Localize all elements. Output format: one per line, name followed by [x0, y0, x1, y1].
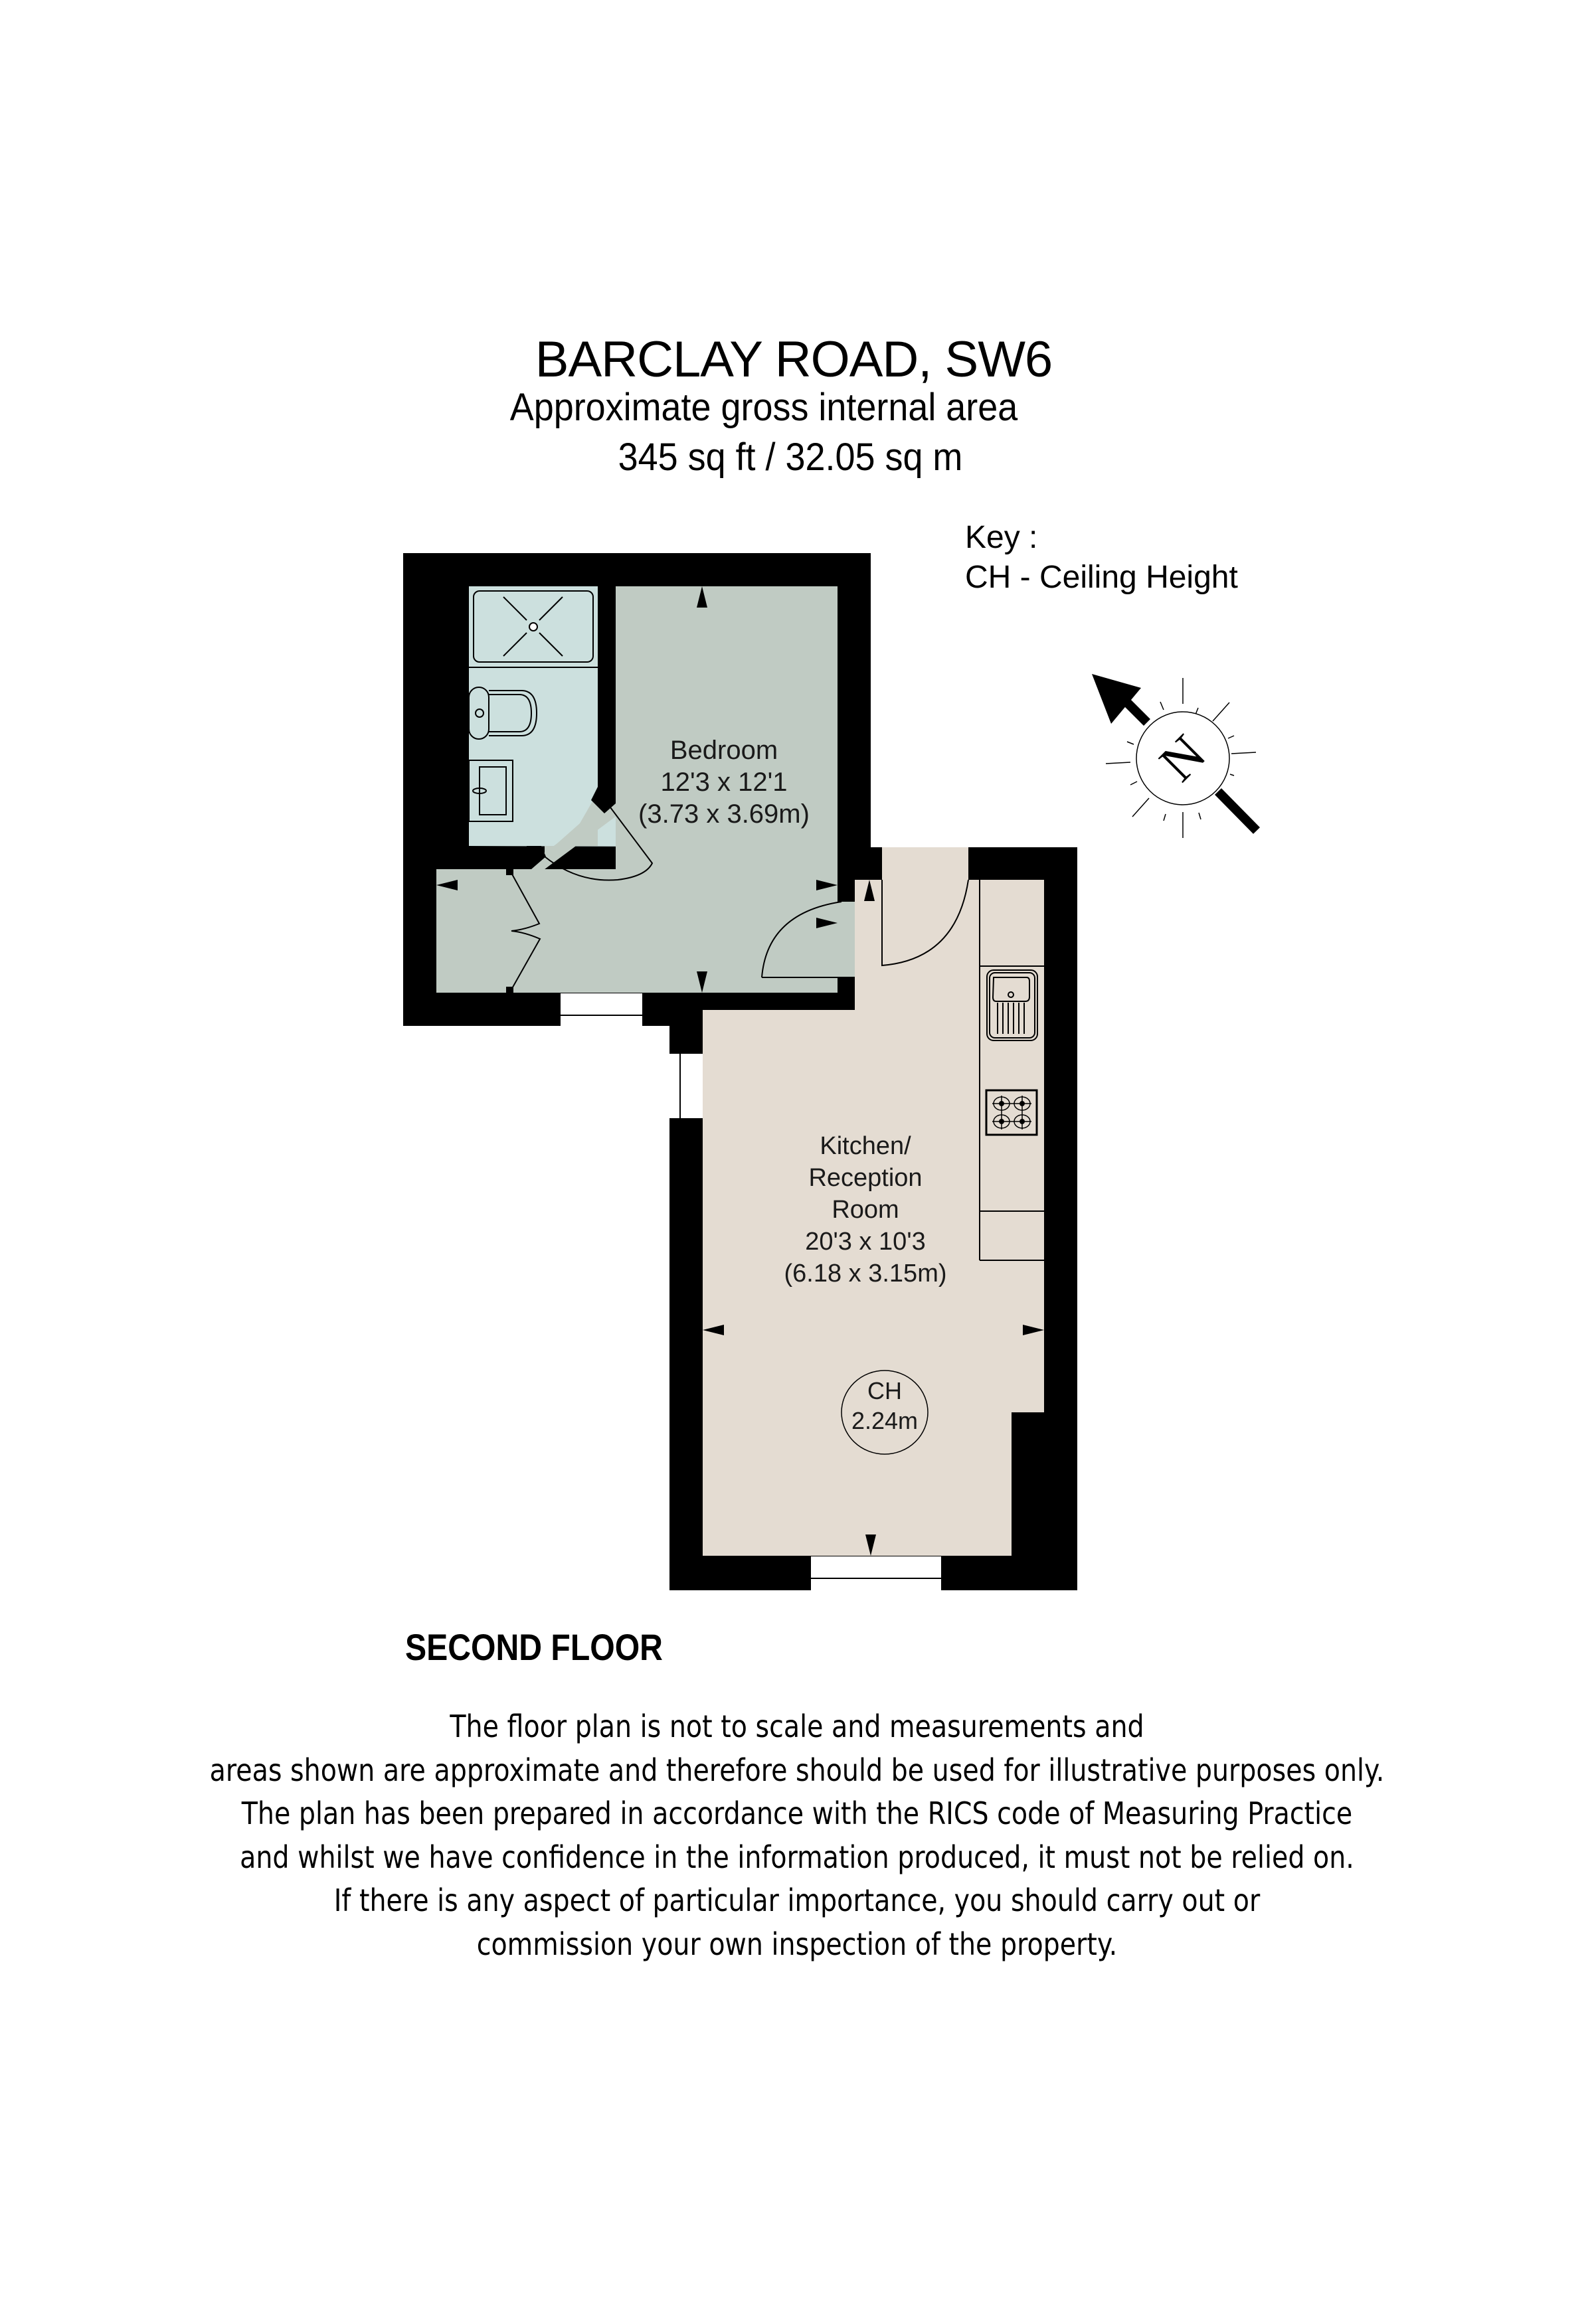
disclaimer-line: areas shown are approximate and therefore should be used for illustrative purposes only.	[209, 1752, 1385, 1788]
compass-north-label: N	[1148, 724, 1217, 793]
ceiling-height-label: CH	[867, 1377, 902, 1404]
kitchen-dimensions-imperial: 20'3 x 10'3	[805, 1228, 926, 1256]
floor-label: SECOND FLOOR	[405, 1626, 663, 1668]
kitchen-label-line3: Room	[832, 1196, 899, 1224]
gross-internal-area: 345 sq ft / 32.05 sq m	[618, 436, 963, 479]
bedroom-label: Bedroom	[669, 736, 778, 765]
kitchen-label-line1: Kitchen/	[820, 1132, 911, 1160]
disclaimer-line: and whilst we have confidence in the information produced, it must not be relied on.	[240, 1839, 1354, 1875]
key-heading: Key :	[965, 520, 1038, 555]
disclaimer-line: If there is any aspect of particular importance, you should carry out or	[333, 1882, 1261, 1918]
disclaimer-line: The floor plan is not to scale and measurements and	[450, 1708, 1144, 1744]
area-subtitle: Approximate gross internal area	[509, 386, 1018, 429]
bedroom-dimensions-metric: (3.73 x 3.69m)	[638, 799, 810, 829]
property-title: BARCLAY ROAD, SW6	[535, 331, 1053, 388]
key-item-ceiling-height: CH - Ceiling Height	[965, 560, 1238, 595]
kitchen-label-line2: Reception	[808, 1164, 923, 1192]
window-kitchen-side	[669, 1054, 703, 1118]
north-arrow-icon	[1092, 674, 1257, 838]
ceiling-height-value: 2.24m	[851, 1407, 919, 1434]
disclaimer	[0, 1705, 1594, 1966]
disclaimer-line: commission your own inspection of the property.	[476, 1926, 1118, 1962]
window-kitchen-bottom	[811, 1556, 941, 1590]
kitchen-dimensions-metric: (6.18 x 3.15m)	[784, 1260, 947, 1287]
disclaimer-line: The plan has been prepared in accordance with the RICS code of Measuring Practice	[241, 1795, 1353, 1831]
window-bedroom	[561, 993, 642, 1026]
bedroom-dimensions-imperial: 12'3 x 12'1	[660, 768, 788, 797]
